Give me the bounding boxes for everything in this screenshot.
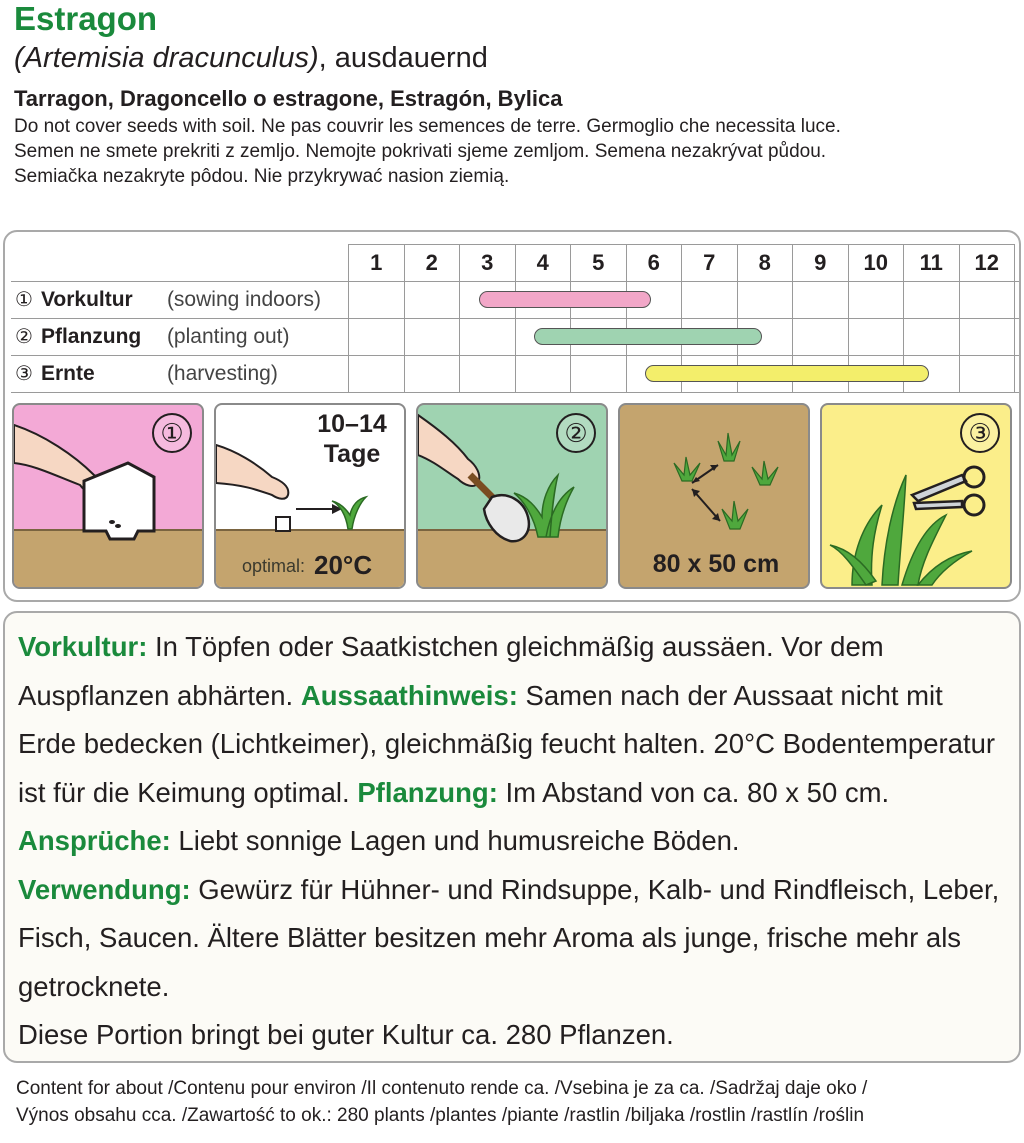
panel-planting (416, 403, 608, 589)
grid-line (626, 244, 627, 392)
month-label: 5 (570, 244, 626, 281)
description (3, 611, 1021, 1063)
latin-name: (Artemisia dracunculus) (14, 42, 319, 74)
row-number: ② (15, 326, 33, 348)
optimal-temp: 20°C (314, 550, 373, 580)
days-range: 10–14 (317, 410, 387, 438)
text-aussaathinweis: Samen nach der Aussaat nicht mit Erde bedecken (Lichtkeimer), gleichmäßig feucht halten. 20°C Bodentemperatur ist für die Keimung optimal. (18, 679, 996, 808)
month-label: 10 (848, 244, 904, 281)
month-label: 8 (737, 244, 793, 281)
row-vorkultur (15, 282, 321, 318)
trowel-icon (418, 405, 608, 589)
plant-subtitle (14, 38, 1014, 78)
kw-verwendung: Verwendung: (18, 873, 191, 905)
text-pflanzung: Im Abstand von ca. 80 x 50 cm. (497, 776, 890, 808)
row-label-de: Vorkultur (40, 288, 133, 311)
name-translations: Tarragon, Dragoncello o estragone, Estragón, Bylica (14, 86, 563, 111)
month-label: 3 (459, 244, 515, 281)
seedling-icon (216, 405, 406, 535)
grid-line (515, 244, 516, 392)
month-label: 1 (348, 244, 404, 281)
plant-title: Estragon (14, 0, 158, 37)
hand-sowing-icon (14, 405, 204, 589)
step-badge: ② (556, 413, 596, 453)
grid-line (959, 244, 960, 392)
footer-line: Content for about /Contenu pour environ /Il contenuto rende ca. /Vsebina je za ca. /Sadržaj daje oko / (16, 1078, 868, 1099)
days-unit: Tage (323, 440, 381, 468)
portion-text: Diese Portion bringt bei guter Kultur ca. 280 Pflanzen. (18, 1019, 674, 1050)
panel-germination (214, 403, 406, 589)
panel-sowing (12, 403, 204, 589)
grid-line (1014, 244, 1015, 392)
grid-line (11, 392, 1019, 393)
kw-pflanzung: Pflanzung: (357, 776, 498, 808)
spacing-label: 80 x 50 cm (652, 550, 780, 578)
text-verwendung: Gewürz für Hühner- und Rindsuppe, Kalb- und Rindfleisch, Leber, Fisch, Saucen. Ältere Blätter besitzen mehr Aroma als junge, frische mehr als getrocknete. (18, 873, 1000, 1002)
footer-line: Výnos obsahu cca. /Zawartość to ok.: 280 plants /plantes /piante /rastlin /biljaka /rostlin /rastlín /roślin (16, 1105, 865, 1126)
row-label-en: (sowing indoors) (166, 288, 322, 311)
scissors-harvest-icon (822, 405, 1012, 589)
lifecycle: , ausdauernd (318, 42, 488, 74)
note-line: Semiačka nezakryte pôdou. Nie przykrywać nasion ziemią. (14, 166, 510, 187)
panel-spacing (618, 403, 810, 589)
month-label: 4 (515, 244, 571, 281)
kw-aussaathinweis: Aussaathinweis: (300, 679, 518, 711)
text-vorkultur: In Töpfen oder Saatkistchen gleichmäßig aussäen. Vor dem Auspflanzen abhärten. (18, 631, 884, 711)
row-ernte (15, 356, 278, 392)
grid-line (570, 244, 571, 392)
step-badge: ③ (960, 413, 1000, 453)
note-line: Semen ne smete prekriti z zemljo. Nemojte pokrivati sjeme zemljom. Semena nezakrývat půdou. (14, 141, 827, 162)
step-badge: ① (152, 413, 192, 453)
note-line: Do not cover seeds with soil. Ne pas couvrir les semences de terre. Germoglio che necessita luce. (14, 116, 841, 137)
content-footer (16, 1075, 1016, 1129)
row-label-de: Pflanzung (40, 325, 142, 348)
optimal-label: optimal: (242, 556, 306, 576)
row-number: ③ (15, 363, 33, 385)
row-label-en: (planting out) (166, 325, 290, 348)
grid-line (404, 244, 405, 392)
month-label: 6 (626, 244, 682, 281)
month-label: 9 (792, 244, 848, 281)
bar-ernte (645, 365, 929, 382)
row-label-en: (harvesting) (166, 362, 278, 385)
row-label-de: Ernte (40, 362, 95, 385)
sowing-notes (14, 114, 1014, 189)
row-pflanzung (15, 319, 290, 355)
panel-harvesting (820, 403, 1012, 589)
bar-pflanzung (534, 328, 762, 345)
month-label: 11 (903, 244, 959, 281)
bar-vorkultur (479, 291, 652, 308)
month-label: 7 (681, 244, 737, 281)
month-label: 12 (959, 244, 1015, 281)
month-label: 2 (404, 244, 460, 281)
kw-vorkultur: Vorkultur: (18, 631, 148, 662)
row-number: ① (15, 289, 33, 311)
header (14, 0, 1014, 189)
text-ansprueche: Liebt sonnige Lagen und humusreiche Böden. (170, 825, 740, 856)
grid-line (459, 244, 460, 392)
kw-ansprueche: Ansprüche: (18, 825, 171, 856)
